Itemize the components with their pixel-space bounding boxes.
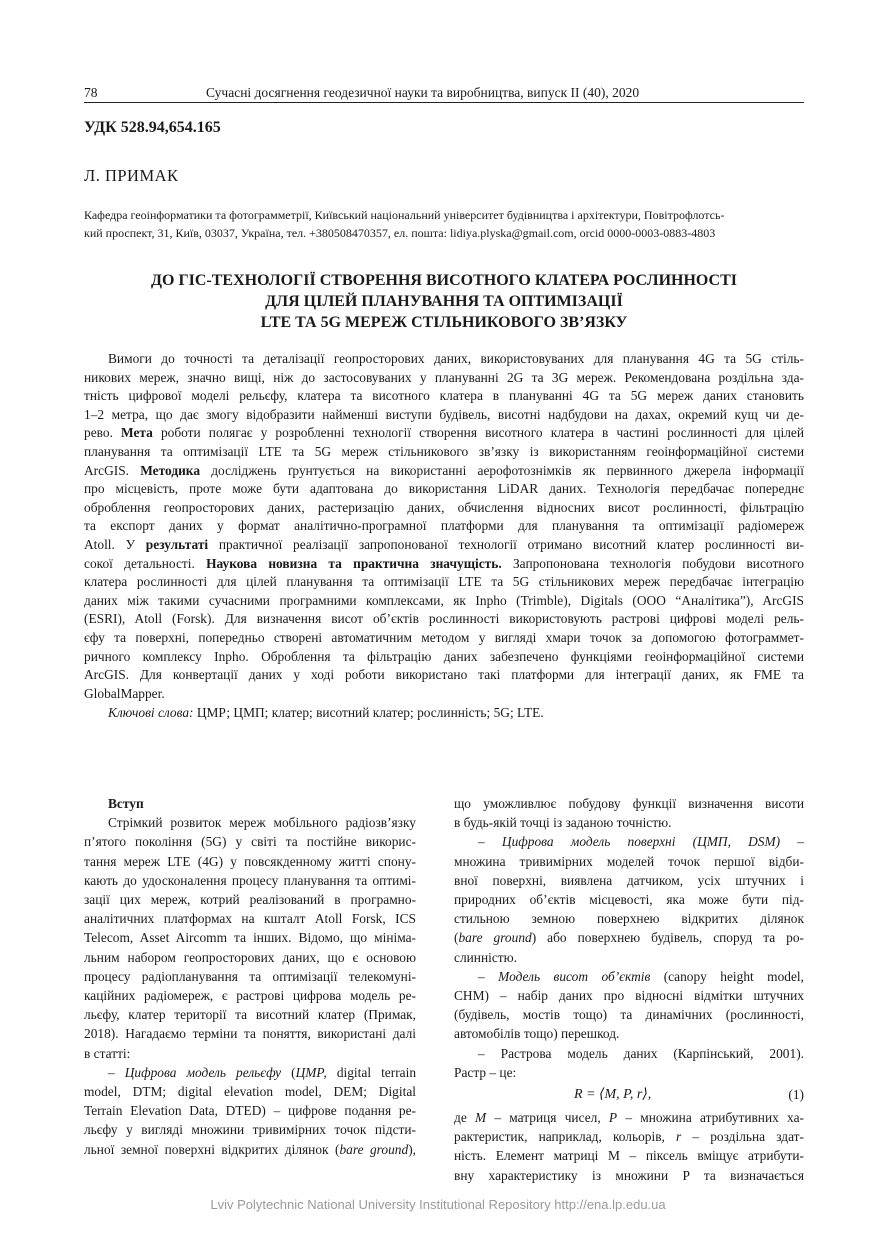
body-line: вної поверхні, виявлена датчиком, усіх штучних і <box>454 872 804 888</box>
bold-term-results: результаті <box>145 536 209 552</box>
udk-code: УДК 528.94,654.165 <box>84 119 221 136</box>
text-run: практичної реалізації запропонованої технології отримано висотний клатер рослинності ви- <box>208 536 804 552</box>
journal-title: Сучасні досягнення геодезичної науки та виробництва, випуск ІІ (40), 2020 <box>206 85 640 100</box>
body-line <box>454 1108 804 1127</box>
title-line: LTE ТА 5G МЕРЕЖ СТІЛЬНИКОВОГО ЗВ’ЯЗКУ <box>260 314 628 331</box>
body-line: в будь-якій точці із заданою точністю. <box>454 815 672 831</box>
text-run: Atoll. У <box>84 536 146 552</box>
body-line <box>84 1140 416 1159</box>
body-line: каційних радіомереж, є растрові цифрова модель ре- <box>84 988 416 1004</box>
text-run: – <box>478 968 499 984</box>
text-run: досліджень ґрунтується на використанні аерофотознімків як первинного джерела інформації <box>200 462 804 478</box>
body-line: слинністю. <box>454 949 517 965</box>
body-line: льєфу у вигляді множини тривимірних точок підсти- <box>84 1122 416 1138</box>
running-head <box>84 84 804 102</box>
text-run: льної земної поверхні відкритих ділянок ( <box>84 1141 340 1157</box>
body-line: Terrain Elevation Data, DTED) – цифрове подання ре- <box>84 1103 416 1119</box>
abstract-line: клатера рослинності для цілей планування та оптимізації LTE та 5G стільникових мереж передбачає інтеграцію <box>84 574 804 590</box>
term-dsm: Цифрова модель поверхні (ЦМП, DSM) <box>501 834 781 850</box>
text-run: рактеристик, наприклад, кольорів, <box>454 1129 677 1145</box>
abstract-line: 1–2 метра, що дає змогу відобразити найменші виступи будівель, висотні надбудови на дахах, окремий кущ чи де- <box>84 406 804 422</box>
body-line: тання мереж LTE (4G) у повсякденному житті спону- <box>84 853 416 869</box>
text-run: – <box>478 834 502 850</box>
equation-number: (1) <box>788 1087 804 1103</box>
abstract-line: та експорт даних у формат аналітично-програмної платформи для планування та оптимізації радіомереж <box>84 518 804 534</box>
text-run: де <box>454 1110 475 1126</box>
left-column <box>84 794 416 1159</box>
header-rule <box>84 102 804 103</box>
body-line <box>454 832 804 851</box>
equation-expression: R = ⟨M, P, r⟩, <box>574 1087 652 1103</box>
bold-term-novelty: Наукова новизна та практична значущість. <box>206 555 502 571</box>
body-line: в статті: <box>84 1045 131 1061</box>
body-line: model, DTM; digital elevation model, DEM; Digital <box>84 1084 416 1100</box>
equation-1 <box>454 1082 804 1108</box>
affiliation <box>84 206 804 242</box>
text-run: сокої детальності. <box>84 555 207 571</box>
section-heading-intro: Вступ <box>108 796 144 811</box>
abstract-line <box>84 424 804 443</box>
abstract-line: (ESRI), Atoll (Forsk). Для визначення висот об’єктів рослинності використовують растрові цифрові моделі рель- <box>84 611 804 627</box>
text-run: – <box>780 834 804 850</box>
text-run: ) або поверхнею будівель, споруд та ро- <box>531 930 804 946</box>
text-run: рево. <box>84 425 122 441</box>
keywords-label: Ключові слова: <box>108 705 194 721</box>
text-run: – <box>108 1064 125 1080</box>
author-name: Л. ПРИМАК <box>84 166 179 185</box>
body-line: кають до удосконалення процесу планування та оптимі- <box>84 872 416 888</box>
affiliation-line: кий проспект, 31, Київ, 03037, Україна, тел. +380508470357, ел. пошта: lidiya.plyska@gmail.com, orcid 0000-0003-0883-4803 <box>84 226 716 240</box>
keywords <box>84 704 804 723</box>
right-column <box>454 794 804 1185</box>
page-number: 78 <box>84 85 98 100</box>
text-run: ArcGIS. <box>84 462 141 478</box>
abstract-line: ричного комплексу Inpho. Оброблення та фільтрацію даних забезпечено функціями геоінформаційної системи <box>84 648 804 664</box>
body-line: множина тривимірних моделей точок першої відби- <box>454 853 804 869</box>
body-line: аналітичних платформах на кшталт Atoll Forsk, ICS <box>84 911 416 927</box>
article-title <box>84 270 804 333</box>
abstract-line: Вимоги до точності та деталізації геопросторових даних, використовуваних для планування 4G та 5G стіль- <box>108 351 804 366</box>
abstract-line: про місцевість, проте може бути адаптована до використання LiDAR даних. Технологія передбачає попереднє <box>84 481 804 497</box>
text-run: ), <box>408 1141 416 1157</box>
body-line <box>454 928 804 947</box>
body-line: зації цих мереж, котрий реалізований в програмно- <box>84 892 416 908</box>
text-run: роботи полягає у розробленні технології створення висотного клатера в частині рослинності для цілей <box>152 425 804 441</box>
term-dtm: Цифрова модель рельєфу <box>124 1064 282 1080</box>
body-line: – Растрова модель даних (Карпінський, 2001). <box>478 1045 804 1061</box>
bold-term-method: Методика <box>140 462 201 478</box>
abstract <box>84 350 804 723</box>
symbol-p: P <box>608 1110 618 1126</box>
body-line: льним набором геопросторових даних, що є основою <box>84 949 416 965</box>
text-run: – матриця чисел, <box>486 1110 609 1126</box>
symbol-r: r <box>676 1129 682 1145</box>
body-line: Стрімкий розвиток мереж мобільного радіозв’язку <box>108 815 416 831</box>
body-line: природних об’єктів місцевості, яка може бути під- <box>454 892 804 908</box>
abstract-line: єфу та поверхні, попередньо створені автоматичним методом у вигляді хмари точок за допомогою фотограммет- <box>84 629 804 645</box>
text-run: ( <box>454 930 459 946</box>
abstract-line: GlobalMapper. <box>84 685 165 701</box>
body-line <box>454 967 804 986</box>
keywords-list: ЦМР; ЦМП; клатер; висотний клатер; рослинність; 5G; LTE. <box>193 705 544 721</box>
body-line: льєфу, клатер території та висотний клатер (Примак, <box>84 1007 416 1023</box>
abstract-line: ArcGIS. Для конвертації даних у ході роботи використано такі платформи для інтеграції даних, як FME та <box>84 667 804 683</box>
abstract-line: тність цифрової моделі рельєфу, клатера та висотного клатера в плануванні 4G та 5G мереж даних становить <box>84 388 804 404</box>
text-run: – роздільна здат- <box>681 1129 804 1145</box>
body-line: вну характеристику із множини P та визначається <box>454 1167 804 1183</box>
body-line: (будівель, мостів тощо) та динамічних (рослинності, <box>454 1007 804 1023</box>
body-line: ність. Елемент матриці M – піксель вміщує атрибути- <box>454 1148 804 1164</box>
body-line: Растр – це: <box>454 1064 517 1080</box>
symbol-m: M <box>474 1110 487 1126</box>
abstract-line: никових мереж, значно вищі, ніж до застосовуваних у плануванні 2G та 3G мереж. Рекомендована роздільна зда- <box>84 369 804 385</box>
abstract-line: даних між такими сучасними програмними комплексами, як Inpho (Trimble), Digitals (ООО “Аналітика”), ArcGIS <box>84 592 804 608</box>
body-line: автомобілів тощо) перешкод. <box>454 1026 620 1042</box>
affiliation-line: Кафедра геоінформатики та фотограмметрії, Київський національний університет будівництва і архітектури, Повітрофлотсь- <box>84 208 725 222</box>
text-run: Запропонована технологія побудови висотного <box>501 555 804 571</box>
term-abbrev: ЦМР, <box>295 1064 327 1080</box>
abstract-line: планування та оптимізації LTE та 5G мереж стільникового зв’язку із використанням геоінформаційної системи <box>84 443 804 459</box>
body-line: що уможливлює побудову функції визначення висоти <box>454 796 804 811</box>
abstract-line <box>84 536 804 555</box>
body-line: стильною земною поверхнею відкритих ділянок <box>454 911 804 927</box>
title-line: ДО ГІС-ТЕХНОЛОГІЇ СТВОРЕННЯ ВИСОТНОГО КЛАТЕРА РОСЛИННОСТІ <box>151 272 737 289</box>
body-line: процесу радіопланування та оптимізації телекомуні- <box>84 968 416 984</box>
text-run: (canopy height model, <box>650 968 804 984</box>
text-run: – множина атрибутивних ха- <box>617 1110 804 1126</box>
body-line: 2018). Нагадаємо терміни та поняття, використані далі <box>84 1026 416 1042</box>
title-line: ДЛЯ ЦІЛЕЙ ПЛАНУВАННЯ ТА ОПТИМІЗАЦІЇ <box>265 293 623 310</box>
text-run: ( <box>281 1064 296 1080</box>
term-bare-ground: bare ground <box>458 930 532 946</box>
body-line <box>454 1127 804 1146</box>
body-line: CHM) – набір даних про відносні відмітки штучних <box>454 988 804 1004</box>
body-line: Telecom, Asset Aircomm та інших. Відомо, що мініма- <box>84 930 416 946</box>
body-line: п’ятого покоління (5G) у світі та постійне викорис- <box>84 834 416 850</box>
abstract-line <box>84 555 804 574</box>
abstract-line <box>84 462 804 481</box>
body-line <box>84 1063 416 1082</box>
term-bare-ground: bare ground <box>339 1141 409 1157</box>
repository-footer: Lviv Polytechnic National University Institutional Repository http://ena.lp.edu.ua <box>210 1197 666 1212</box>
bold-term-aim: Мета <box>121 425 153 441</box>
abstract-line: оброблення геопросторових даних, растеризацію даних, обчислення відносних висот рослинності, фільтрацію <box>84 499 804 515</box>
term-chm: Модель висот об’єктів <box>498 968 651 984</box>
text-run: digital terrain <box>326 1064 416 1080</box>
